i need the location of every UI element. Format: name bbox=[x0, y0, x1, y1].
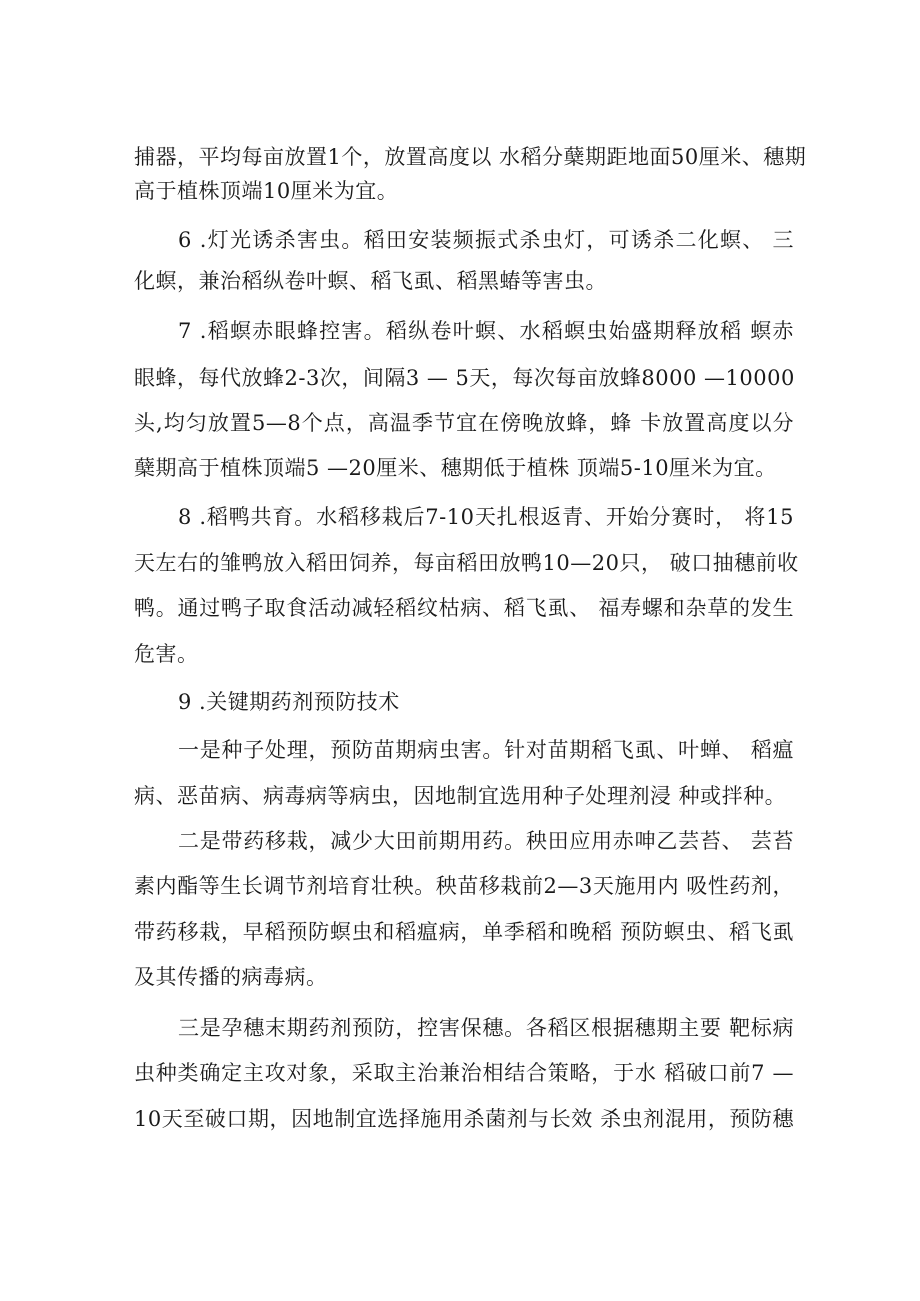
text-line: 及其传播的病毒病。 bbox=[134, 965, 328, 989]
section-heading-9: 9 .关键期药剂预防技术 bbox=[178, 690, 400, 714]
text-line: 天左右的雏鸭放入稻田饲养，每亩稻田放鸭10—20只， 破口抽穗前收 bbox=[134, 551, 799, 575]
text-line: 鸭。通过鸭子取食活动减轻稻纹枯病、稻飞虱、 福寿螺和杂草的发生 bbox=[134, 596, 794, 620]
text-line: 虫种类确定主攻对象，采取主治兼治相结合策略，于水 稻破口前7 — bbox=[134, 1061, 794, 1085]
text-line: 危害。 bbox=[134, 642, 199, 666]
text-line: 捕器，平均每亩放置1个，放置高度以 水稻分蘖期距地面50厘米、穗期 bbox=[134, 145, 807, 169]
text-line: 三是孕穗末期药剂预防，控害保穗。各稻区根据穗期主要 靶标病 bbox=[178, 1016, 794, 1040]
text-line: 病、恶苗病、病毒病等病虫，因地制宜选用种子处理剂浸 种或拌种。 bbox=[134, 784, 787, 808]
text-line: 化螟，兼治稻纵卷叶螟、稻飞虱、稻黑蝽等害虫。 bbox=[134, 269, 607, 293]
text-line: 头,均匀放置5—8个点，高温季节宜在傍晚放蜂，蜂 卡放置高度以分 bbox=[134, 411, 794, 435]
text-line: 一是种子处理，预防苗期病虫害。针对苗期稻飞虱、叶蝉、 稻瘟 bbox=[178, 738, 794, 762]
text-line: 10天至破口期，因地制宜选择施用杀菌剂与长效 杀虫剂混用，预防穗 bbox=[134, 1107, 794, 1131]
text-line: 素内酯等生长调节剂培育壮秧。秧苗移栽前2—3天施用内 吸性药剂， bbox=[134, 874, 794, 898]
paragraph-heading-6: 6 .灯光诱杀害虫。稻田安装频振式杀虫灯，可诱杀二化螟、 三 bbox=[178, 228, 794, 252]
text-line: 二是带药移栽，减少大田前期用药。秧田应用赤呻乙芸苔、 芸苔 bbox=[178, 829, 794, 853]
text-line: 蘖期高于植株顶端5 —20厘米、穗期低于植株 顶端5-10厘米为宜。 bbox=[134, 456, 777, 480]
paragraph-heading-7: 7 .稻螟赤眼蜂控害。稻纵卷叶螟、水稻螟虫始盛期释放稻 螟赤 bbox=[178, 319, 794, 343]
text-line: 眼蜂，每代放蜂2-3次，间隔3 — 5天，每次每亩放蜂8000 —10000 bbox=[134, 366, 795, 390]
text-line: 高于植株顶端10厘米为宜。 bbox=[134, 179, 399, 203]
paragraph-heading-8: 8 .稻鸭共育。水稻移栽后7-10天扎根返青、开始分赛时， 将15 bbox=[178, 505, 794, 529]
text-line: 带药移栽，早稻预防螟虫和稻瘟病，单季稻和晚稻 预防螟虫、稻飞虱 bbox=[134, 920, 794, 944]
